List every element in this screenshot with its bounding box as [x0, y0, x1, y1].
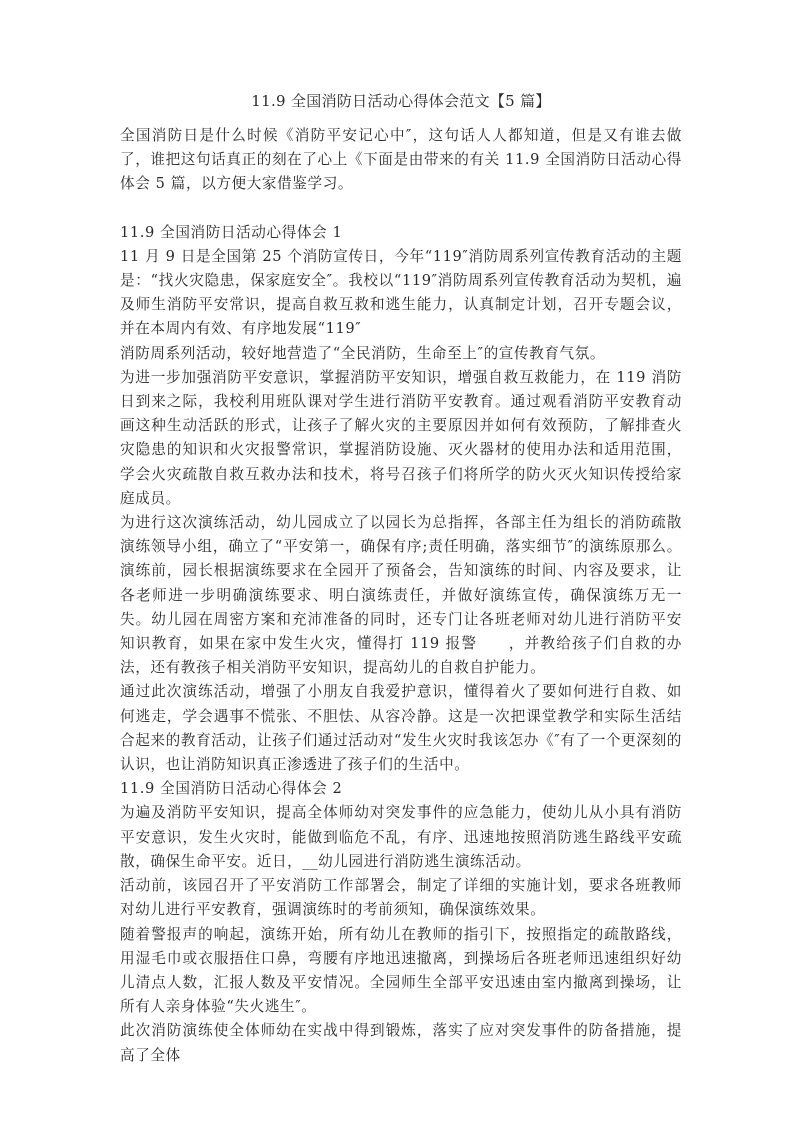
blank-line: [120, 197, 682, 221]
section-2-heading: 11.9 全国消防日活动心得体会 2: [120, 780, 343, 798]
section-1-paragraph: 11 月 9 日是全国第 25 个消防宣传日，今年“119″消防周系列宣传教育活动的主题是：“找火灾隐患，保家庭安全″。我校以“119″消防周系列宣传教育活动为契机，遍及师生消防平安常识，提高自救互救和逃生能力，认真制定计划，召开专题会议，并在本周内有效、有序地发展“119″: [120, 247, 682, 338]
section-1-paragraph: 为进一步加强消防平安意识，掌握消防平安知识，增强自救互救能力，在 119 消防日到来之际，我校利用班队课对学生进行消防平安教育。通过观看消防平安教育动画这种生动活跃的形式，让孩子了解火灾的主要原因并如何有效预防，了解排查火灾隐患的知识和火灾报警常识，掌握消防设施、灭火器材的使用办法和适用范围，学会火灾疏散自救互救办法和技术，将号召孩子们将所学的防火灭火知识传授给家庭成员。: [120, 368, 682, 507]
section-2-paragraph: 此次消防演练使全体师幼在实战中得到锻炼，落实了应对突发事件的防备措施，提高了全体: [120, 1022, 682, 1064]
section-2-paragraph: 活动前，该园召开了平安消防工作部署会，制定了详细的实施计划，要求各班教师对幼儿进行平安教育，强调演练时的考前须知，确保演练效果。: [120, 877, 682, 919]
section-1-paragraph: 通过此次演练活动，增强了小朋友自我爱护意识，懂得着火了要如何进行自救、如何逃走，学会遇事不慌张、不胆怯、从容冷静。这是一次把课堂教学和实际生活结合起来的教育活动，让孩子们通过活动对“发生火灾时我该怎办《″有了一个更深刻的认识，也让消防知识真正渗透进了孩子们的生活中。: [120, 683, 682, 774]
section-1-paragraph: 为进行这次演练活动，幼儿园成立了以园长为总指挥，各部主任为组长的消防疏散演练领导小组，确立了“平安第一，确保有序;责任明确，落实细节″的演练原那么。演练前，园长根据演练要求在全园开了预备会，告知演练的时间、内容及要求，让各老师进一步明确演练要求、明白演练责任，并做好演练宣传，确保演练万无一失。幼儿园在周密方案和充沛准备的同时，还专门让各班老师对幼儿进行消防平安知识教育，如果在家中发生火灾，懂得打 119 报警 ，并教给孩子们自救的办法，还有教孩子相关消防平安知识，提高幼儿的自救自护能力。: [120, 514, 682, 677]
section-1-paragraph: 消防周系列活动，较好地营造了“全民消防，生命至上″的宣传教育气氛。: [120, 344, 606, 362]
section-2-paragraph: 为遍及消防平安知识，提高全体师幼对突发事件的应急能力，使幼儿从小具有消防平安意识，发生火灾时，能做到临危不乱，有序、迅速地按照消防逃生路线平安疏散，确保生命平安。近日，__幼儿园进行消防逃生演练活动。: [120, 804, 682, 870]
section-1-heading: 11.9 全国消防日活动心得体会 1: [120, 223, 343, 241]
section-2-paragraph: 随着警报声的响起，演练开始，所有幼儿在教师的指引下，按照指定的疏散路线，用湿毛巾或衣服捂住口鼻，弯腰有序地迅速撤离，到操场后各班老师迅速组织好幼儿清点人数，汇报人数及平安情况。全园师生全部平安迅速由室内撤离到操场，让所有人亲身体验“失火逃生″。: [120, 925, 682, 1016]
document-page: [120, 90, 682, 1068]
document-title: 11.9 全国消防日活动心得体会范文【5 篇】: [251, 92, 551, 110]
intro-paragraph: 全国消防日是什么时候《消防平安记心中″，这句话人人都知道，但是又有谁去做了，谁把这句话真正的刻在了心上《下面是由带来的有关 11.9 全国消防日活动心得体会 5 篇，以方便大家借鉴学习。: [120, 127, 682, 193]
